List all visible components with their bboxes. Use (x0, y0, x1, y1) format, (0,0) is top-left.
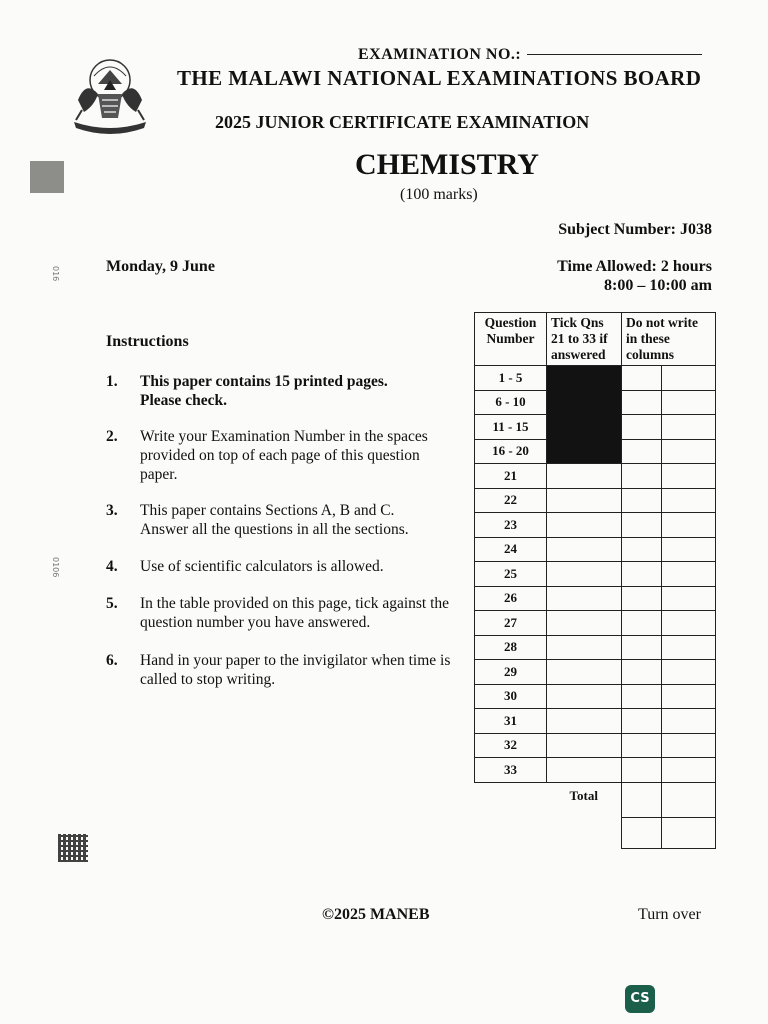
total-row (475, 782, 716, 818)
spacer-cell (475, 782, 547, 818)
marker-cell (661, 586, 715, 611)
marker-cell (661, 684, 715, 709)
question-number-cell: 11 - 15 (475, 415, 547, 440)
marker-cell (622, 562, 662, 587)
board-title: THE MALAWI NATIONAL EXAMINATIONS BOARD (177, 66, 702, 90)
marker-cell (622, 390, 662, 415)
total-marker-cell (622, 818, 662, 849)
marker-cell (622, 366, 662, 391)
marker-cell (622, 586, 662, 611)
tick-cell[interactable] (547, 758, 622, 783)
turn-over-label: Turn over (638, 906, 701, 923)
total-row-2 (475, 818, 716, 849)
table-row (475, 488, 716, 513)
question-number-cell: 33 (475, 758, 547, 783)
question-number-cell: 21 (475, 464, 547, 489)
marker-cell (661, 513, 715, 538)
instruction-number: 5. (106, 595, 118, 612)
exam-number-label: EXAMINATION NO.: (358, 46, 702, 64)
question-number-cell: 27 (475, 611, 547, 636)
instruction-number: 6. (106, 652, 118, 669)
marker-cell (661, 415, 715, 440)
question-number-cell: 29 (475, 660, 547, 685)
marker-cell (622, 635, 662, 660)
marker-cell (622, 513, 662, 538)
instruction-number: 1. (106, 373, 118, 390)
marker-cell (661, 709, 715, 734)
time-allowed: Time Allowed: 2 hours (557, 258, 712, 275)
question-number-cell: 30 (475, 684, 547, 709)
side-code: 016 (51, 266, 60, 282)
total-marker-cell (622, 782, 662, 818)
total-label: Total (569, 787, 598, 803)
table-header-row (475, 313, 716, 366)
instruction-text: Use of scientific calculators is allowed. (140, 558, 384, 575)
marker-cell (661, 660, 715, 685)
tick-cell[interactable] (547, 611, 622, 636)
marker-cell (661, 390, 715, 415)
table-row (475, 537, 716, 562)
exam-number-blank[interactable] (527, 54, 702, 55)
question-number-cell: 23 (475, 513, 547, 538)
marker-cell (622, 415, 662, 440)
table-row (475, 684, 716, 709)
tick-cell[interactable] (547, 464, 622, 489)
certificate-title: 2025 JUNIOR CERTIFICATE EXAMINATION (215, 112, 590, 132)
marker-cell (661, 635, 715, 660)
instruction-number: 2. (106, 428, 118, 445)
marker-cell (622, 660, 662, 685)
table-row (475, 709, 716, 734)
camscanner-badge-icon: CS (625, 985, 655, 1013)
instruction-text: This paper contains Sections A, B and C. Answer all the questions in all the sections. (140, 502, 409, 538)
tick-cell[interactable] (547, 660, 622, 685)
spacer-cell (547, 818, 622, 849)
table-row (475, 635, 716, 660)
subject-title: CHEMISTRY (355, 148, 539, 181)
total-marks: (100 marks) (400, 186, 478, 203)
tick-cell[interactable] (547, 513, 622, 538)
table-row (475, 660, 716, 685)
tick-cell[interactable] (547, 684, 622, 709)
question-number-cell: 6 - 10 (475, 390, 547, 415)
header-question-number: Question Number (475, 313, 547, 366)
tick-cell[interactable] (547, 562, 622, 587)
table-row (475, 366, 716, 391)
table-row (475, 562, 716, 587)
subject-number: Subject Number: J038 (558, 221, 712, 238)
marker-cell (622, 611, 662, 636)
marker-cell (622, 537, 662, 562)
header-tick: Tick Qns 21 to 33 if answered (547, 313, 622, 366)
tick-cell[interactable] (547, 537, 622, 562)
time-range: 8:00 – 10:00 am (604, 277, 712, 294)
maneb-crest-logo (68, 50, 152, 134)
table-row (475, 464, 716, 489)
tick-cell[interactable] (547, 586, 622, 611)
header-do-not-write: Do not write in these columns (622, 313, 716, 366)
question-tick-table (474, 312, 716, 849)
side-code: 0106 (51, 557, 60, 578)
question-number-cell: 28 (475, 635, 547, 660)
marker-cell (622, 488, 662, 513)
instruction-number: 4. (106, 558, 118, 575)
grey-marker (30, 161, 64, 193)
spacer-cell (475, 818, 547, 849)
table-row (475, 611, 716, 636)
table-row (475, 586, 716, 611)
instruction-number: 3. (106, 502, 118, 519)
instruction-text: In the table provided on this page, tick against the question number you have answered. (140, 595, 450, 631)
question-number-cell: 22 (475, 488, 547, 513)
question-number-cell: 1 - 5 (475, 366, 547, 391)
marker-cell (661, 366, 715, 391)
tick-cell[interactable] (547, 733, 622, 758)
marker-cell (661, 537, 715, 562)
marker-cell (622, 439, 662, 464)
qr-code-icon (58, 834, 88, 862)
marker-cell (622, 758, 662, 783)
marker-cell (622, 684, 662, 709)
marker-cell (622, 709, 662, 734)
table-row (475, 513, 716, 538)
tick-cell[interactable] (547, 709, 622, 734)
marker-cell (661, 439, 715, 464)
total-marker-cell (661, 782, 715, 818)
marker-cell (661, 464, 715, 489)
instruction-text: Hand in your paper to the invigilator when time is called to stop writing. (140, 652, 451, 688)
marker-cell (661, 733, 715, 758)
total-marker-cell (661, 818, 715, 849)
tick-cell[interactable] (547, 635, 622, 660)
marker-cell (622, 464, 662, 489)
question-number-cell: 16 - 20 (475, 439, 547, 464)
question-number-cell: 31 (475, 709, 547, 734)
question-number-cell: 24 (475, 537, 547, 562)
table-row (475, 733, 716, 758)
instruction-text: Write your Examination Number in the spaces provided on top of each page of this question paper. (140, 428, 428, 483)
marker-cell (661, 488, 715, 513)
marker-cell (661, 562, 715, 587)
marker-cell (661, 611, 715, 636)
exam-date: Monday, 9 June (106, 258, 215, 275)
tick-cell[interactable] (547, 488, 622, 513)
blacked-out-cell (547, 366, 622, 464)
question-number-cell: 32 (475, 733, 547, 758)
question-number-cell: 25 (475, 562, 547, 587)
table-row (475, 758, 716, 783)
marker-cell (661, 758, 715, 783)
instruction-text: This paper contains 15 printed pages. Please check. (140, 373, 388, 409)
copyright: ©2025 MANEB (322, 906, 430, 923)
marker-cell (622, 733, 662, 758)
question-number-cell: 26 (475, 586, 547, 611)
instructions-title: Instructions (106, 333, 189, 350)
